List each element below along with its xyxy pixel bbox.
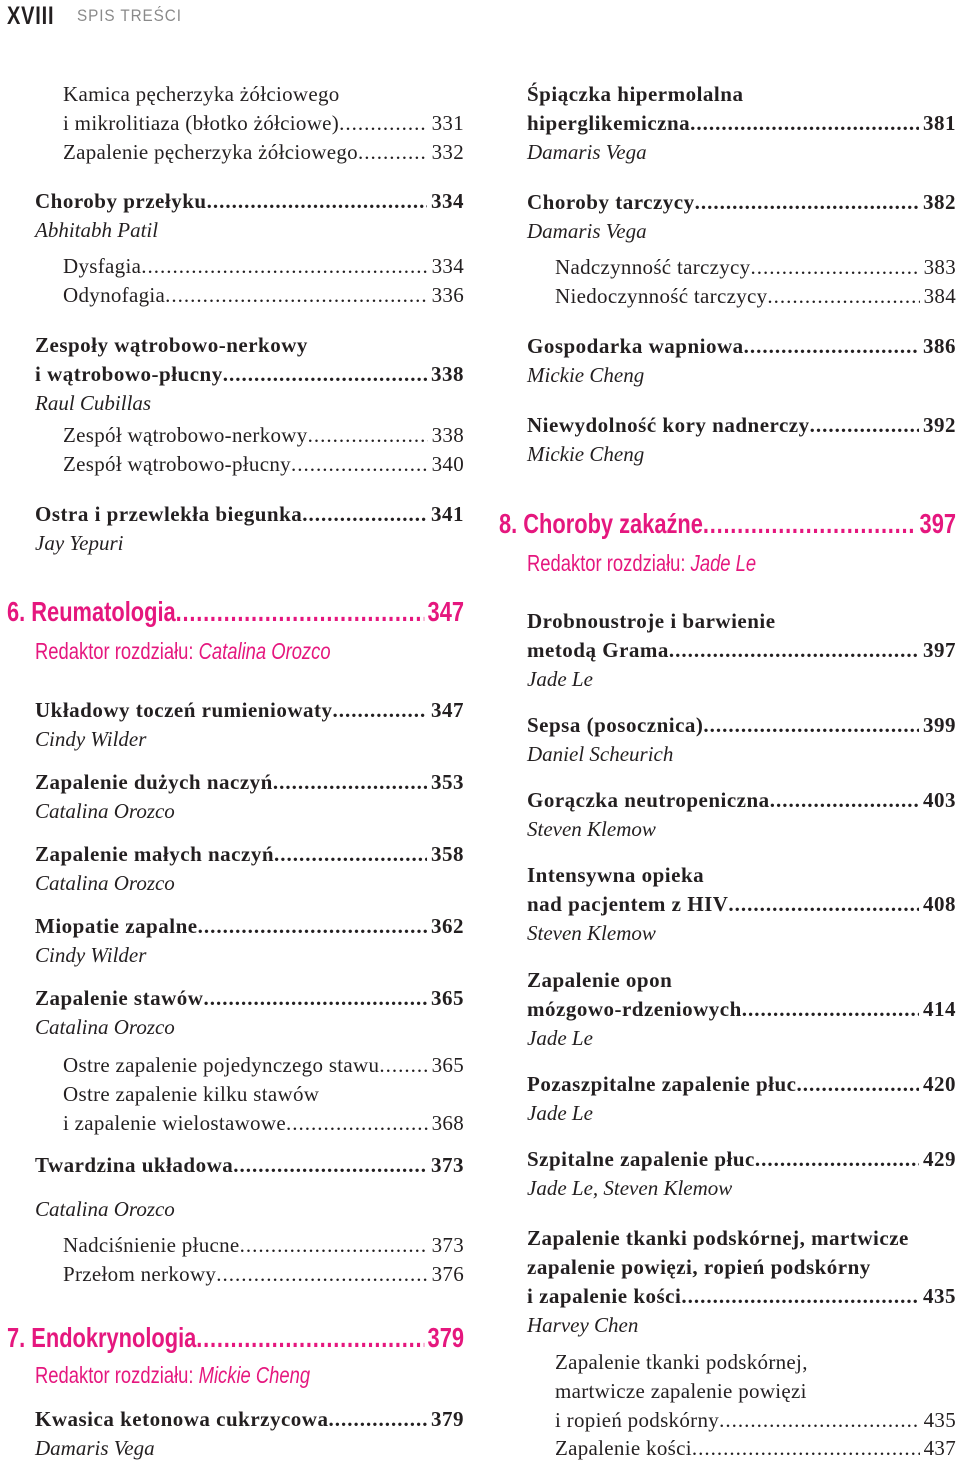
entry-title: Sepsa (posocznica) [527,713,704,737]
toc-entry [527,1253,956,1281]
toc-author [527,1099,956,1127]
running-header: SPIS TREŚCI [77,6,182,25]
dot-leader [286,1109,428,1137]
page-ref: 336 [431,283,464,307]
entry-title: i zapalenie kości [527,1284,682,1308]
toc-subentry [63,1080,464,1108]
page-ref: 334 [431,189,464,213]
page-ref: 347 [431,698,464,722]
dot-leader [810,411,919,439]
dot-leader [203,984,427,1012]
entry-title: Cindy Wilder [35,943,147,967]
dot-leader [332,696,427,724]
toc-entry [527,711,956,739]
dot-leader [141,252,427,280]
entry-title: Drobnoustroje i barwienie [527,609,776,633]
dot-leader [207,187,427,215]
dot-leader [240,1231,428,1259]
page-ref: 353 [431,770,464,794]
entry-title: Catalina Orozco [35,1015,175,1039]
page-ref: 341 [431,502,464,526]
toc-author [527,440,956,468]
page-ref: 386 [923,334,956,358]
toc-subentry [63,252,464,280]
page-ref: 399 [923,713,956,737]
entry-title: Damaris Vega [527,140,647,164]
chapter-heading [7,598,464,626]
toc-author [35,1195,464,1223]
toc-entry [35,1405,464,1433]
dot-leader [719,1406,920,1434]
entry-title: Zapalenie kości [555,1436,692,1460]
entry-title: hiperglikemiczna [527,111,691,135]
toc-subentry [63,80,464,108]
toc-entry [35,331,464,359]
entry-title: mózgowo-rdzeniowych [527,997,742,1021]
page-ref: 365 [431,986,464,1010]
entry-title: Zapalenie stawów [35,986,204,1010]
dot-leader [308,421,428,449]
toc-subentry [63,138,464,166]
page-ref: 332 [431,140,464,164]
entry-title: Ostra i przewlekła biegunka [35,502,303,526]
toc-subentry [555,253,956,281]
dot-leader [750,253,919,281]
dot-leader [703,711,919,739]
dot-leader [339,109,427,137]
page-ref: 381 [923,111,956,135]
entry-title: Miopatie zapalne [35,914,198,938]
entry-title: Twardzina układowa [35,1153,234,1177]
toc-entry [527,109,956,137]
entry-title: Zapalenie tkanki podskórnej, [555,1350,808,1374]
page-ref: 334 [431,254,464,278]
dot-leader [767,282,919,310]
toc-author [527,1311,956,1339]
page-ref: 392 [923,413,956,437]
page-ref: 384 [923,284,956,308]
toc-entry [527,861,956,889]
page-ref: 414 [923,997,956,1021]
page-ref: 340 [431,452,464,476]
entry-title: Zapalenie opon [527,968,673,992]
toc-entry [35,1151,464,1179]
toc-entry [527,890,956,918]
toc-subentry [555,1406,956,1434]
dot-leader [196,1324,424,1352]
entry-title: Zapalenie dużych naczyń [35,770,273,794]
editor-label: Redaktor rozdziału: [35,638,199,664]
page-ref: 358 [431,842,464,866]
dot-leader [742,995,919,1023]
toc-entry [35,768,464,796]
chapter-editor [527,549,956,577]
toc-author [527,217,956,245]
toc-left-column [0,0,464,1467]
dot-leader [770,786,919,814]
entry-title: i wątrobowo-płucny [35,362,223,386]
toc-entry [35,912,464,940]
entry-title: Odynofagia [63,283,166,307]
page-ref: 435 [923,1408,956,1432]
entry-title: Choroby przełyku [35,189,207,213]
entry-title: Catalina Orozco [35,1197,175,1221]
page-ref: 420 [923,1072,956,1096]
dot-leader [669,636,919,664]
dot-leader [291,450,428,478]
toc-entry [527,332,956,360]
dot-leader [692,1434,920,1462]
page-ref: 437 [923,1436,956,1460]
dot-leader [358,138,428,166]
toc-subentry [555,1377,956,1405]
entry-title: Układowy toczeń rumieniowaty [35,698,333,722]
dot-leader [216,1260,427,1288]
entry-title: Dysfagia [63,254,142,278]
dot-leader [755,1145,919,1173]
toc-author [35,725,464,753]
entry-title: Jade Le, Steven Klemow [527,1176,733,1200]
chapter-editor [35,1361,464,1389]
entry-title: metodą Grama [527,638,669,662]
chapter-heading [7,1324,464,1352]
toc-author [35,869,464,897]
entry-title: Cindy Wilder [35,727,147,751]
entry-title: Mickie Cheng [527,363,645,387]
toc-entry [527,786,956,814]
entry-title: Niewydolność kory nadnerczy [527,413,810,437]
entry-title: Gospodarka wapniowa [527,334,744,358]
page-ref: 397 [923,638,956,662]
entry-title: Intensywna opieka [527,863,705,887]
toc-entry [527,966,956,994]
dot-leader [703,510,917,538]
entry-title: i mikrolitiaza (błotko żółciowe) [63,111,340,135]
toc-author [527,665,956,693]
entry-title: Ostre zapalenie kilku stawów [63,1082,320,1106]
entry-title: martwicze zapalenie powięzi [555,1379,807,1403]
dot-leader [302,500,427,528]
page-ref: 373 [431,1153,464,1177]
entry-title: Zapalenie pęcherzyka żółciowego [63,140,358,164]
entry-title: Damaris Vega [527,219,647,243]
toc-entry [35,500,464,528]
toc-entry [35,187,464,215]
toc-author [35,529,464,557]
entry-title: Raul Cubillas [35,391,152,415]
page-ref: 379 [431,1407,464,1431]
dot-leader [797,1070,920,1098]
page-ref: 338 [431,423,464,447]
editor-label: Redaktor rozdziału: [527,550,691,576]
page-ref: 408 [923,892,956,916]
page-ref: 373 [431,1233,464,1257]
dot-leader [328,1405,427,1433]
dot-leader [274,840,427,868]
dot-leader [695,188,919,216]
page-ref: 331 [431,111,464,135]
toc-subentry [63,450,464,478]
dot-leader [198,912,427,940]
toc-author [527,361,956,389]
page-number: XVIII [7,2,55,30]
page-ref: 362 [431,914,464,938]
page-ref: 382 [923,190,956,214]
entry-title: Jay Yepuri [35,531,124,555]
toc-right-column [492,0,956,1467]
toc-author [35,941,464,969]
dot-leader [379,1051,427,1079]
entry-title: zapalenie powięzi, ropień podskórny [527,1255,871,1279]
toc-author [527,815,956,843]
toc-entry [527,411,956,439]
entry-title: 7. Endokrynologia [7,1322,197,1353]
entry-title: Ostre zapalenie pojedynczego stawu [63,1053,380,1077]
entry-title: Steven Klemow [527,817,656,841]
toc-author [35,1013,464,1041]
entry-title: Zapalenie małych naczyń [35,842,275,866]
toc-entry [527,636,956,664]
toc-entry [527,1145,956,1173]
dot-leader [273,768,427,796]
toc-author [527,138,956,166]
entry-title: Nadczynność tarczycy [555,255,751,279]
toc-subentry [63,281,464,309]
entry-title: Harvey Chen [527,1313,639,1337]
toc-entry [35,840,464,868]
entry-title: Gorączka neutropeniczna [527,788,770,812]
page-ref: 347 [427,596,464,627]
toc-entry [527,607,956,635]
entry-title: Steven Klemow [527,921,656,945]
entry-title: Kwasica ketonowa cukrzycowa [35,1407,329,1431]
entry-title: 6. Reumatologia [7,596,176,627]
editor-label: Redaktor rozdziału: [35,1362,199,1388]
dot-leader [233,1151,427,1179]
editor-name: Mickie Cheng [198,1362,311,1388]
entry-title: Zapalenie tkanki podskórnej, martwicze [527,1226,909,1250]
dot-leader [728,890,919,918]
entry-title: Zespoły wątrobowo-nerkowy [35,333,308,357]
toc-subentry [63,1231,464,1259]
toc-author [527,1024,956,1052]
toc-subentry [63,421,464,449]
toc-author [527,1174,956,1202]
toc-subentry [555,1348,956,1376]
entry-title: Niedoczynność tarczycy [555,284,768,308]
toc-entry [527,995,956,1023]
toc-entry [527,1070,956,1098]
toc-entry [35,984,464,1012]
toc-subentry [63,1260,464,1288]
editor-name: Catalina Orozco [198,638,331,664]
editor-name: Jade Le [690,550,757,576]
chapter-editor [35,637,464,665]
chapter-heading [499,510,956,538]
page-ref: 379 [427,1322,464,1353]
entry-title: Przełom nerkowy [63,1262,217,1286]
page-ref: 403 [923,788,956,812]
dot-leader [165,281,427,309]
toc-entry [527,1282,956,1310]
entry-title: Jade Le [527,1026,593,1050]
toc-entry [527,188,956,216]
entry-title: i ropień podskórny [555,1408,720,1432]
entry-title: Szpitalne zapalenie płuc [527,1147,755,1171]
toc-entry [527,1224,956,1252]
entry-title: Zespół wątrobowo-nerkowy [63,423,308,447]
dot-leader [176,598,425,626]
entry-title: Mickie Cheng [527,442,645,466]
toc-author [35,1434,464,1462]
toc-entry [35,360,464,388]
entry-title: Pozaszpitalne zapalenie płuc [527,1072,797,1096]
toc-author [527,919,956,947]
entry-title: Jade Le [527,1101,593,1125]
entry-title: Daniel Scheurich [527,742,674,766]
toc-subentry [63,1051,464,1079]
entry-title: Śpiączka hipermolalna [527,82,744,106]
page-ref: 338 [431,362,464,386]
entry-title: Catalina Orozco [35,871,175,895]
toc-subentry [555,1434,956,1462]
entry-title: nad pacjentem z HIV [527,892,729,916]
page-ref: 435 [923,1284,956,1308]
page-ref: 376 [431,1262,464,1286]
toc-subentry [63,109,464,137]
dot-leader [223,360,427,388]
dot-leader [681,1282,919,1310]
entry-title: Catalina Orozco [35,799,175,823]
entry-title: Choroby tarczycy [527,190,695,214]
toc-author [35,389,464,417]
toc-author [35,216,464,244]
toc-author [35,797,464,825]
entry-title: Nadciśnienie płucne [63,1233,240,1257]
dot-leader [690,109,919,137]
toc-author [527,740,956,768]
entry-title: Jade Le [527,667,593,691]
entry-title: Damaris Vega [35,1436,155,1460]
page-ref: 368 [431,1111,464,1135]
page-ref: 383 [923,255,956,279]
toc-entry [35,696,464,724]
entry-title: Kamica pęcherzyka żółciowego [63,82,340,106]
toc-subentry [63,1109,464,1137]
toc-entry [527,80,956,108]
page-ref: 365 [431,1053,464,1077]
page-ref: 429 [923,1147,956,1171]
dot-leader [744,332,919,360]
entry-title: Zespół wątrobowo-płucny [63,452,291,476]
entry-title: Abhitabh Patil [35,218,159,242]
entry-title: 8. Choroby zakaźne [499,508,703,539]
page-ref: 397 [919,508,956,539]
toc-subentry [555,282,956,310]
entry-title: i zapalenie wielostawowe [63,1111,286,1135]
